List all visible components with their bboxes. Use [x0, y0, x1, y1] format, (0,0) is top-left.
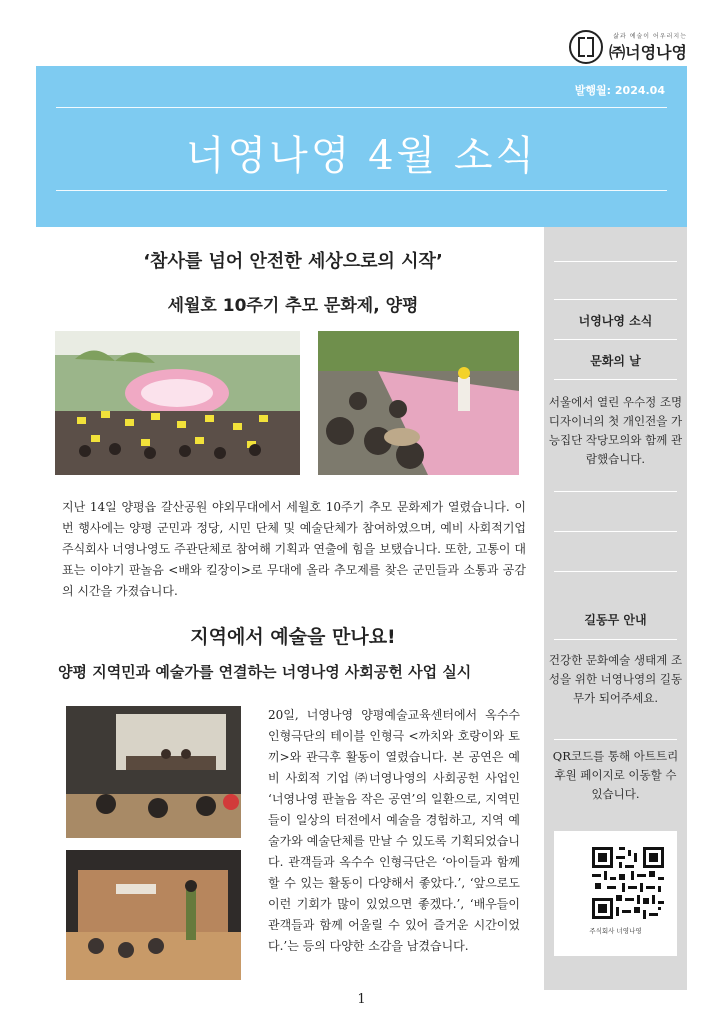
- sidebar-rule: [554, 571, 677, 572]
- article1-quote-title: ‘참사를 넘어 안전한 세상으로의 시작’: [143, 251, 443, 272]
- sidebar-section2-text: 건강한 문화예술 생태계 조성을 위한 너영나영의 길동무가 되어주세요.: [548, 653, 683, 705]
- article2-title: 지역에서 예술을 만나요!: [190, 626, 396, 648]
- sidebar-rule: [554, 639, 677, 640]
- sidebar-rule: [554, 531, 677, 532]
- post-show-activity-photo: [66, 850, 241, 980]
- sidebar-section2-title: 길동무 안내: [584, 613, 647, 627]
- banner-divider-top: [56, 107, 667, 108]
- article2-subtitle: 양평 지역민과 예술가를 연결하는 너영나영 사회공헌 사업 실시: [58, 663, 472, 681]
- banner-divider-bottom: [56, 190, 667, 191]
- page-number: 1: [357, 992, 366, 1007]
- storytelling-performance-photo: [318, 331, 519, 475]
- company-logo: [569, 30, 687, 64]
- sidebar-rule: [554, 379, 677, 380]
- sidebar-rule: [554, 739, 677, 740]
- qr-code-box[interactable]: [554, 831, 677, 956]
- logo-tagline: 삶과 예술이 어우러지는: [613, 33, 687, 40]
- article2-body: 20일, 너영나영 양평예술교육센터에서 옥수수 인형극단의 테이블 인형극 <까치와 호랑이와 토끼>와 관극후 활동이 열렸습니다. 본 공연은 예비 사회적 기업 ㈜너영나영의 사회공헌 사업인 ‘너영나영 판놀음 작은 공연’의 일환으로, 지역민들이 일상의 터전에서 예술을 경험하고, 지역 예술가와 예술단체를 만날 수 있도록 기획되었습니다. 관객들과 옥수수 인형극단은 ‘아이들과 함께할 수 있는 활동이 다양해서 좋았다.’, ‘앞으로도 이런 기회가 많이 있었으면 좋겠다.’, ‘배우들이 관객들과 함께 어울릴 수 있어 즐거운 시간이었다.’는 등의 다양한 소감을 남겼습니다.: [268, 708, 520, 953]
- sidebar-section1-text: 서울에서 열린 우수정 조명 디자이너의 첫 개인전을 가능집단 작당모의와 함께 관람했습니다.: [548, 395, 683, 466]
- newsletter-banner: [36, 66, 687, 227]
- issue-date: 발행월: 2024.04: [574, 84, 665, 97]
- sidebar-rule: [554, 491, 677, 492]
- qr-caption: 주식회사 너영나영: [589, 927, 642, 935]
- sidebar-rule: [554, 339, 677, 340]
- logo-icon: [569, 30, 603, 64]
- logo-name: ㈜너영나영: [609, 43, 687, 62]
- puppet-show-photo: [66, 706, 241, 838]
- sidebar-section1-title: 너영나영 소식: [578, 314, 653, 328]
- sidebar-rule: [554, 261, 677, 262]
- sidebar-section1-heading: 문화의 날: [590, 354, 641, 368]
- article1-subtitle: 세월호 10주기 추모 문화제, 양평: [167, 296, 419, 316]
- sidebar-section2-text2: QR코드를 통해 아트트리 후원 페이지로 이동할 수 있습니다.: [552, 749, 679, 801]
- newsletter-title: 너영나영 4월 소식: [185, 133, 538, 179]
- memorial-group-photo: [55, 331, 300, 475]
- qr-code-icon[interactable]: [592, 847, 664, 919]
- sidebar: [544, 227, 687, 990]
- sidebar-rule: [554, 299, 677, 300]
- article1-body: 지난 14일 양평읍 갈산공원 야외무대에서 세월호 10주기 추모 문화제가 열렸습니다. 이번 행사에는 양평 군민과 정당, 시민 단체 및 예술단체가 참여하였으며, 예비 사회적기업 주식회사 너영나영도 주관단체로 참여해 기획과 연출에 힘을 보탰습니다. 또한, 고통이 대표는 이야기 판놀음 <배와 킬장이>로 무대에 올라 추모제를 찾은 군민들과 소통과 공감의 시간을 가졌습니다.: [62, 500, 526, 598]
